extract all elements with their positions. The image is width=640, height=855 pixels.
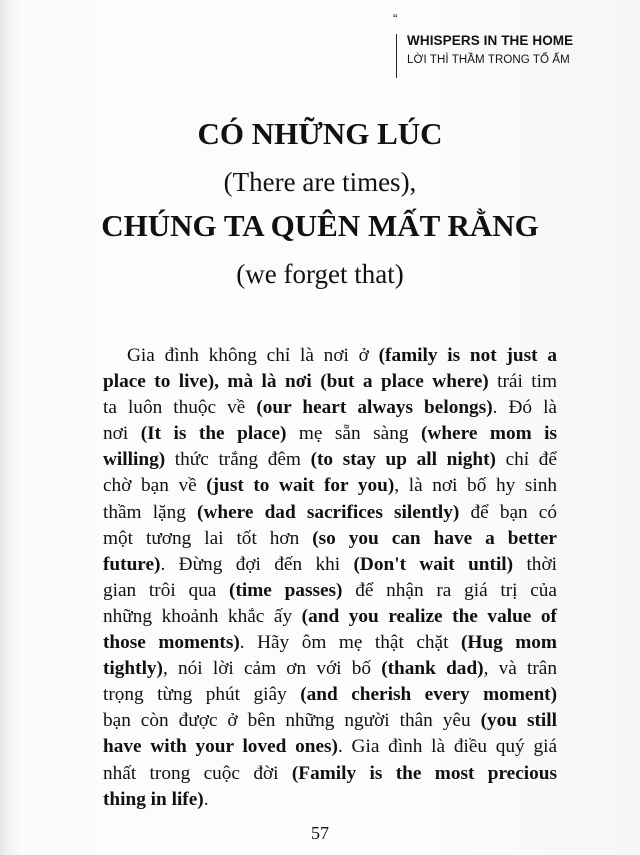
vietnamese-text: trọng từng phút giây <box>103 684 301 706</box>
running-header <box>393 11 636 72</box>
book-title: WHISPERS IN THE HOME <box>407 33 574 48</box>
vietnamese-text: những khoảnh khắc ấy <box>103 605 302 627</box>
vietnamese-text: ta luôn thuộc về <box>103 397 257 419</box>
english-translation: (Family is the most precious <box>291 762 557 784</box>
text-line <box>103 708 557 734</box>
chapter-heading-line-4: (we forget that) <box>236 259 404 289</box>
vietnamese-text: , là nơi bố hy sinh <box>394 475 557 497</box>
vietnamese-text: , và trân <box>483 658 557 680</box>
english-translation: (time passes) <box>229 579 343 601</box>
english-translation: (and you realize the value of <box>301 605 557 627</box>
body-paragraph <box>103 343 557 813</box>
text-line <box>103 734 557 760</box>
text-line <box>103 787 557 813</box>
english-translation: (thank dad) <box>381 658 484 680</box>
quote-mark-icon: “ <box>393 11 398 26</box>
text-line <box>103 369 557 395</box>
chapter-heading-line-2: (There are times), <box>223 167 417 197</box>
vietnamese-text: bạn còn được ở bên những người thân yêu <box>103 710 481 732</box>
vietnamese-text: để nhận ra giá trị của <box>342 579 557 601</box>
english-translation: (Hug mom <box>460 632 557 654</box>
vietnamese-text: thức trắng đêm <box>165 449 311 471</box>
text-line <box>103 656 557 682</box>
text-line <box>103 578 557 604</box>
vietnamese-text: gian trôi qua <box>103 579 230 601</box>
vietnamese-text: trái tim <box>488 371 558 393</box>
english-translation: have with your loved ones) <box>103 736 338 758</box>
vietnamese-text: chờ bạn về <box>103 475 207 497</box>
vietnamese-text: để bạn có <box>459 501 558 523</box>
english-translation: (and cherish every moment) <box>300 684 558 706</box>
chapter-heading-line-1: CÓ NHỮNG LÚC <box>197 116 443 151</box>
text-line <box>103 447 557 473</box>
text-line <box>103 630 557 656</box>
text-line <box>103 421 557 447</box>
vietnamese-text: chỉ để <box>495 449 557 471</box>
english-translation: future) <box>103 553 161 575</box>
english-translation: (where mom is <box>420 423 557 445</box>
english-translation: willing) <box>103 449 166 471</box>
chapter-heading-line-3: CHÚNG TA QUÊN MẤT RẰNG <box>101 208 539 243</box>
english-translation: (so you can have a better <box>312 527 557 549</box>
vietnamese-text: thời <box>513 553 557 575</box>
english-translation: tightly) <box>103 658 163 680</box>
english-translation: (to stay up all night) <box>310 449 496 471</box>
text-line <box>103 343 557 369</box>
text-line <box>103 473 557 499</box>
english-translation: (you still <box>480 710 557 732</box>
vietnamese-text: nhất trong cuộc đời <box>103 762 292 784</box>
vietnamese-text: . <box>203 788 209 810</box>
vietnamese-text: . Hãy ôm mẹ thật chặt <box>239 632 461 654</box>
text-line <box>103 526 557 552</box>
english-translation: (where dad sacrifices silently) <box>197 501 460 523</box>
vietnamese-text: Gia đình không chỉ là nơi ở <box>127 345 379 366</box>
text-line <box>103 604 557 630</box>
text-line <box>103 395 557 421</box>
english-translation: (Don't wait until) <box>353 553 514 575</box>
vietnamese-text: . Đó là <box>492 397 557 419</box>
header-divider <box>396 34 397 78</box>
vietnamese-text: , nói lời cảm ơn với bố <box>162 658 382 680</box>
english-translation: place to live), mà là nơi (but a place where) <box>103 371 489 393</box>
english-translation: those moments) <box>103 632 240 654</box>
vietnamese-text: nơi <box>103 423 141 445</box>
vietnamese-text: . Gia đình là điều quý giá <box>337 736 557 758</box>
page-number: 57 <box>311 823 329 843</box>
text-line <box>103 761 557 787</box>
english-translation: (family is not just a <box>378 345 557 366</box>
text-line <box>103 500 557 526</box>
vietnamese-text: mẹ sẵn sàng <box>286 423 421 445</box>
text-line <box>103 682 557 708</box>
vietnamese-text: một tương lai tốt hơn <box>103 527 313 549</box>
english-translation: (It is the place) <box>140 423 287 445</box>
text-line <box>103 552 557 578</box>
vietnamese-text: thầm lặng <box>103 501 198 523</box>
english-translation: (our heart always belongs) <box>256 397 493 419</box>
english-translation: thing in life) <box>103 788 204 810</box>
book-subtitle: LỜI THÌ THẦM TRONG TỔ ẤM <box>407 54 570 66</box>
english-translation: (just to wait for you) <box>206 475 395 497</box>
vietnamese-text: . Đừng đợi đến khi <box>160 553 354 575</box>
